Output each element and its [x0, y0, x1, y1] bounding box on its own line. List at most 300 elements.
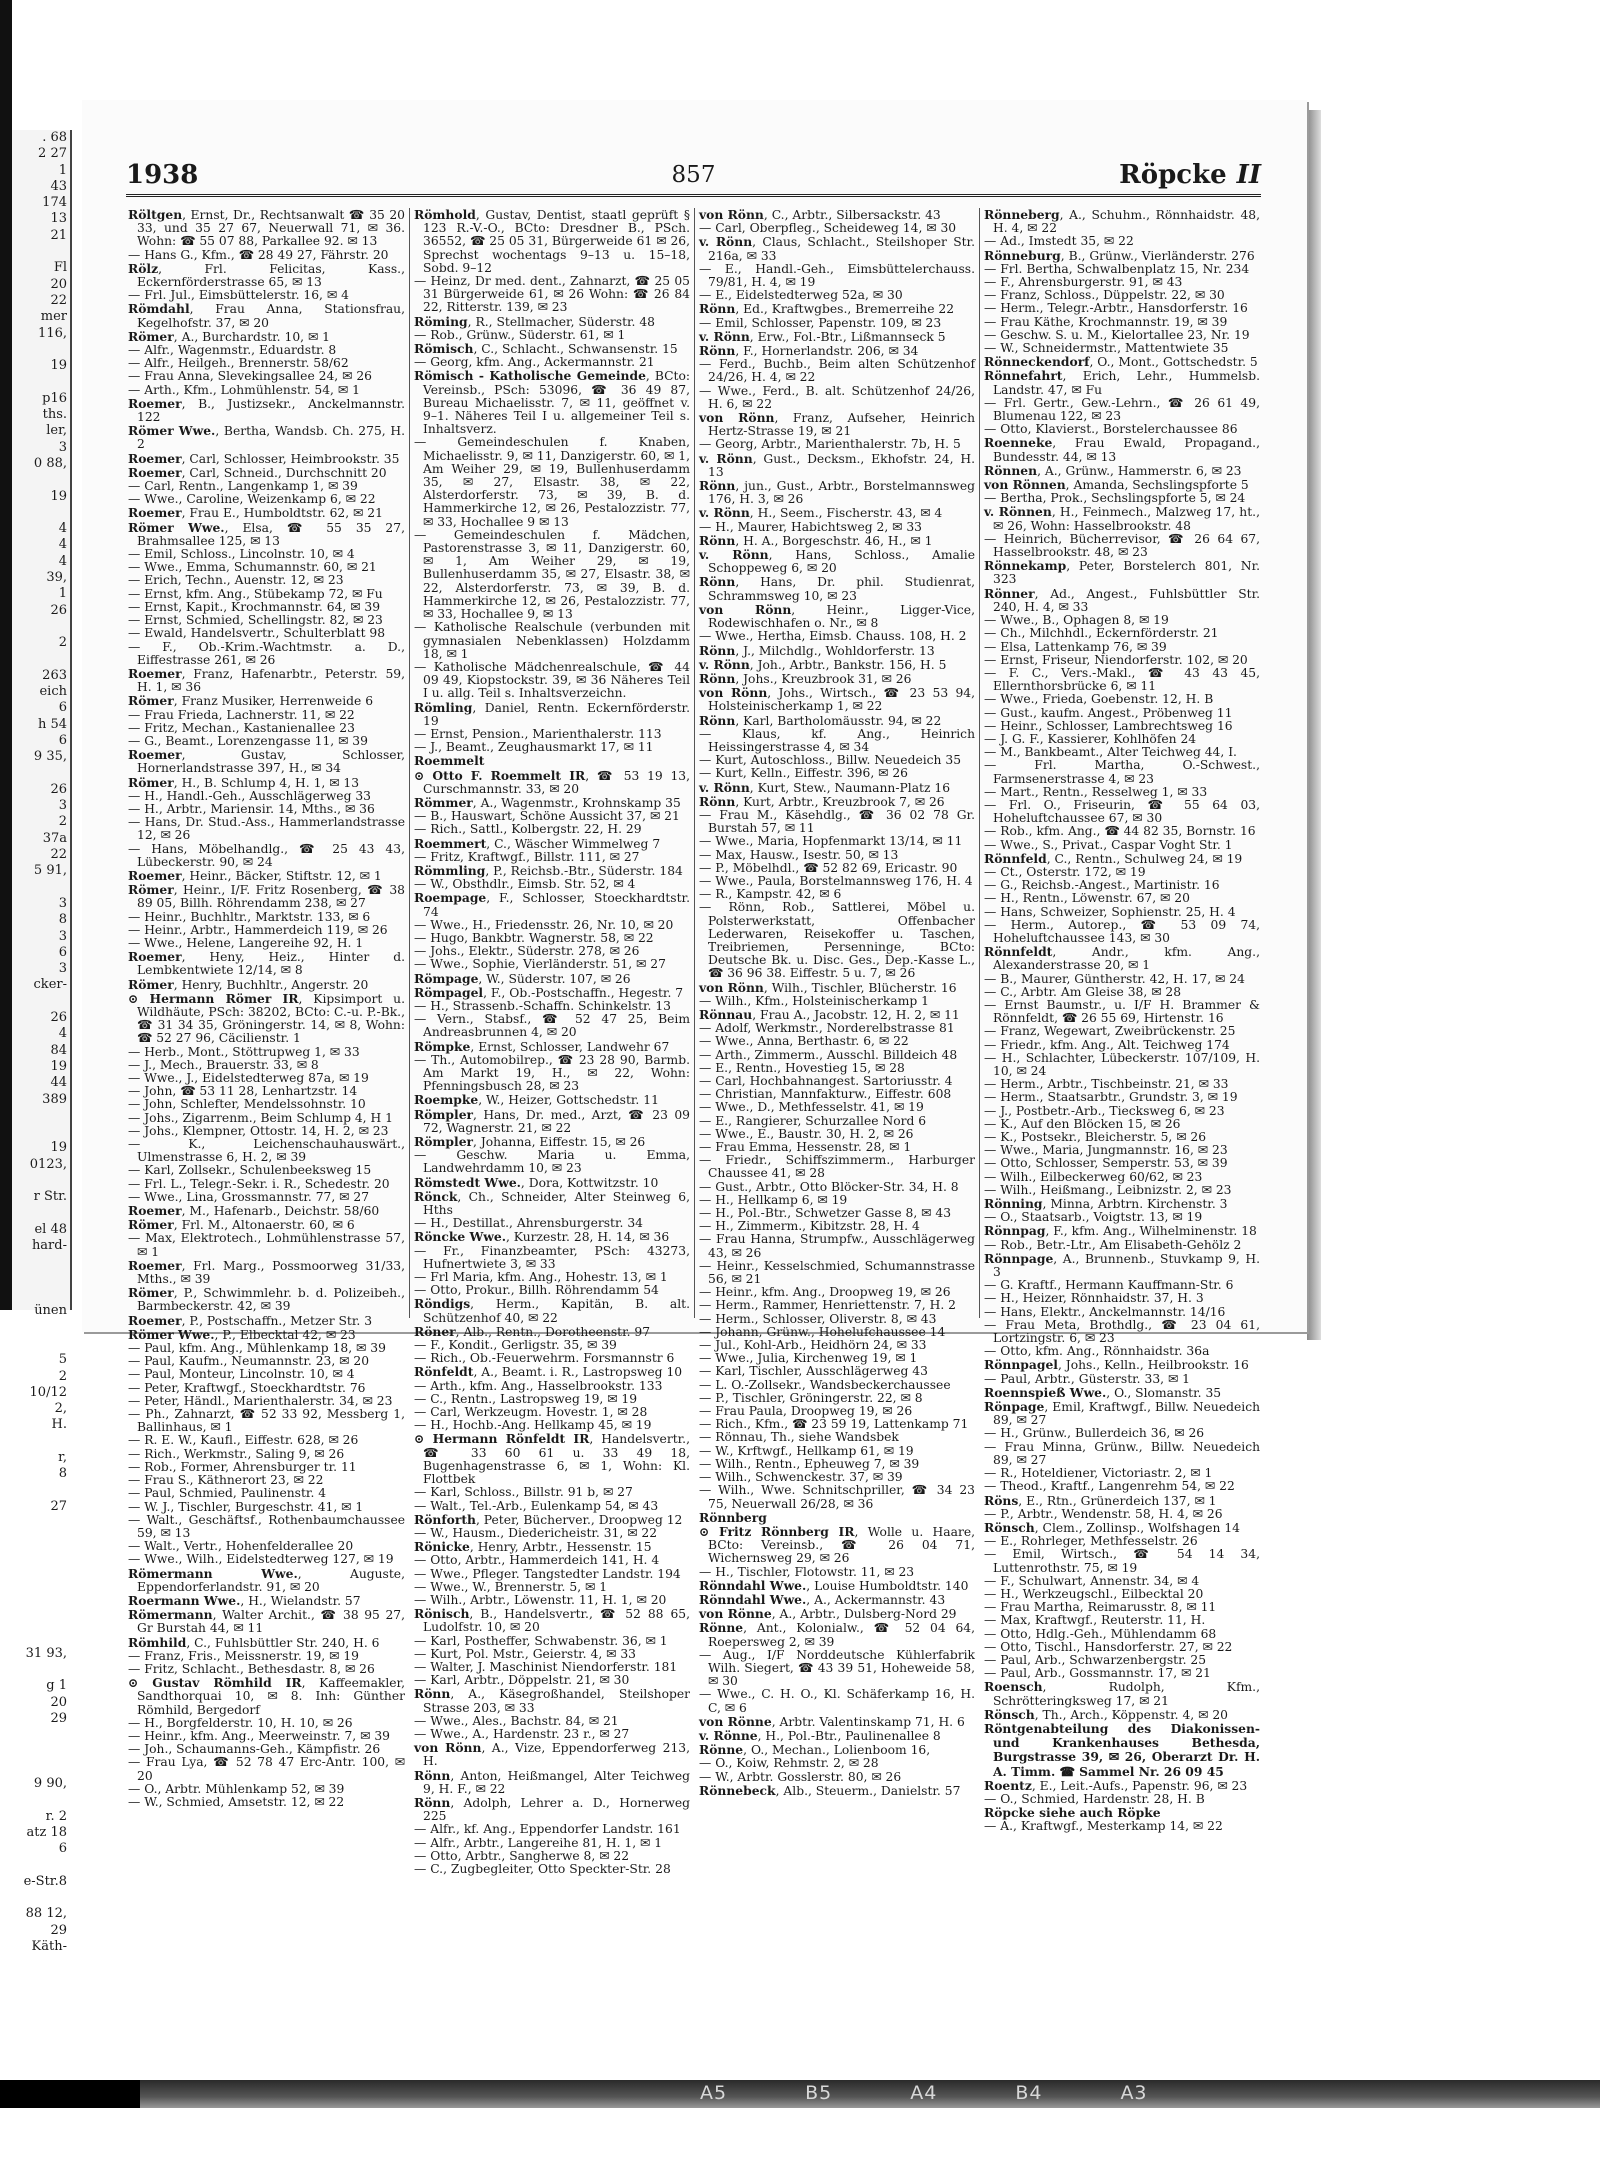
directory-entry: — E., Rangierer, Schurzallee Nord 6: [699, 1113, 927, 1128]
directory-entry: v. Rönnen, H., Feinmech., Malzweg 17, ht., ✉ 26, Wohn: Hasselbrookstr. 48: [984, 504, 1260, 533]
directory-entry: Röns, E., Rtn., Grünerdeich 137, ✉ 1: [984, 1492, 1217, 1508]
directory-entry: Roemer, P., Postschaffn., Metzer Str. 3: [128, 1312, 373, 1328]
directory-page: [82, 100, 1307, 1876]
directory-entry: — Wwe., Maria, Jungmannstr. 16, ✉ 23: [984, 1143, 1228, 1158]
directory-entry: — Wwe., H., Friedensstr. 26, Nr. 10, ✉ 20: [414, 917, 674, 932]
directory-entry: — Heinr., kfm. Ang., Droopweg 19, ✉ 26: [699, 1285, 951, 1300]
directory-entry: — Vern., Stabsf., ☎ 52 47 25, Beim Andreasbrunnen 4, ✉ 20: [414, 1012, 690, 1040]
directory-entry: v. Rönn, Erw., Fol.-Btr., Lißmannseck 5: [699, 328, 946, 344]
directory-entry: Rönn, F., Hornerlandstr. 206, ✉ 34: [699, 343, 919, 359]
previous-page-fragment: 8: [58, 1466, 67, 1482]
directory-entry: von Rönn, Heinr., Ligger-Vice, Rodewischhafen o. Nr., ✉ 8: [699, 601, 975, 631]
directory-entry: — Frau Anna, Slevekingsallee 24, ✉ 26: [128, 369, 372, 384]
previous-page-fragment: r Str.: [33, 1189, 67, 1205]
directory-entry: — Alfr., Arbtr., Langereihe 81, H. 1, ✉ 1: [414, 1835, 663, 1850]
directory-entry: von Rönn, Wilh., Tischler, Blücherstr. 16: [699, 979, 957, 995]
directory-entry: Roennspieß Wwe., O., Slomanstr. 35: [984, 1384, 1222, 1400]
directory-entry: — Ct., Osterstr. 172, ✉ 19: [984, 864, 1146, 879]
previous-page-fragment: 19: [50, 1058, 67, 1074]
directory-entry: — Frau Meta, Brothdlg., ☎ 23 04 61, Lortzingstr. 6, ✉ 23: [984, 1317, 1260, 1346]
directory-entry: — E., Rentn., Hovestieg 15, ✉ 28: [699, 1060, 905, 1075]
directory-entry: — Otto, Tischl., Hansdorferstr. 27, ✉ 22: [984, 1639, 1233, 1654]
directory-entry: — P., Tischler, Gröningerstr. 22, ✉ 8: [699, 1390, 923, 1405]
previous-page-fragment: [12, 1580, 70, 1596]
directory-entry: — Max, Hausw., Isestr. 50, ✉ 13: [699, 847, 899, 862]
directory-entry: Rönnekamp, Peter, Borstelerch 801, Nr. 323: [984, 558, 1260, 587]
directory-entry: — Carl, Hochbahnangest. Sartoriusstr. 4: [699, 1074, 953, 1088]
directory-entry: — Ernst, Friseur, Niendorferstr. 102, ✉ 20: [984, 652, 1248, 667]
directory-entry: — O., Arbtr. Mühlenkamp 52, ✉ 39: [128, 1781, 345, 1796]
directory-entry: Rönnpage, A., Brunnenb., Stuvkamp 9, H. 3: [984, 1250, 1260, 1280]
directory-entry: — Adolf, Werkmstr., Norderelbstrasse 81: [699, 1021, 955, 1036]
directory-entry: — Otto, Arbtr., Hammerdeich 141, H. 4: [414, 1553, 660, 1568]
directory-entry: Römisch, C., Schlacht., Schwansenstr. 15: [414, 341, 678, 357]
directory-entry: — Walt., Geschäftsf., Rothenbaumchaussee 59, ✉ 13: [128, 1512, 405, 1540]
previous-page-fragment: 84: [50, 1042, 67, 1058]
directory-entry: — Wilh., Heißmang., Leibnizstr. 2, ✉ 23: [984, 1182, 1232, 1197]
directory-entry: — Gust., Arbtr., Otto Blöcker-Str. 34, H. 8: [699, 1179, 959, 1194]
directory-entry: — K., Leichenschauhauswärt., Ulmenstrasse 6, H. 2, ✉ 39: [128, 1137, 405, 1165]
directory-entry: Roemer, Carl, Schlosser, Heimbrookstr. 35: [128, 450, 400, 466]
directory-entry: — Hans, Schweizer, Sophienstr. 25, H. 4: [984, 904, 1236, 919]
directory-entry: — F., Schulwart, Annenstr. 34, ✉ 4: [984, 1573, 1200, 1588]
directory-entry: — Arth., Zimmerm., Ausschl. Billdeich 48: [699, 1047, 958, 1062]
directory-entry: Rönn, Ed., Kraftwgbes., Bremerreihe 22: [699, 301, 955, 317]
directory-entry: Rönn, Hans, Dr. phil. Studienrat, Schrammsweg 10, ✉ 23: [699, 574, 975, 603]
directory-entry: Rönforth, Peter, Bücherver., Droopweg 12: [414, 1511, 683, 1527]
directory-entry: — Carl, Oberpfleg., Scheideweg 14, ✉ 30: [699, 221, 957, 236]
directory-entry: Rönneberg, A., Schuhm., Rönnhaidstr. 48, H. 4, ✉ 22: [984, 207, 1260, 236]
directory-entry: — Wwe., Helene, Langereihe 92, H. 1: [128, 935, 364, 950]
directory-entry: Roemer, Heny, Heiz., Hinter d. Lembkentwiete 12/14, ✉ 8: [128, 949, 405, 978]
directory-entry: — Paul, Schmied, Paulinenstr. 4: [128, 1486, 327, 1501]
directory-entry: Rönnefahrt, Erich, Lehr., Hummelsb. Landstr. 47, ✉ Fu: [984, 368, 1260, 397]
previous-page-fragment: 22: [50, 292, 67, 308]
directory-entry: — Rönn, Rob., Sattlerei, Möbel u. Polsterwerkstatt, Offenbacher Lederwaren, Reisekoffer u. Taschen, Treibriemen, Persenninge, BCto: Deutsche Bk. u. Disc. Ges., Dep.-Kasse L., ☎ 36 96 38. Eiffestr. 5 u. 7, ✉ 26: [699, 900, 975, 981]
directory-entry: Rönne, Ant., Kolonialw., ☎ 52 04 64, Roepersweg 2, ✉ 39: [699, 1620, 975, 1649]
directory-entry: — Wwe., Julia, Kirchenweg 19, ✉ 1: [699, 1351, 918, 1366]
directory-entry: — Wwe., Hertha, Eimsb. Chauss. 108, H. 2: [699, 629, 967, 644]
previous-page-fragment: eich: [39, 684, 67, 700]
previous-page-fragment: [12, 1173, 70, 1189]
directory-entry: — E., Rohrleger, Methfesselstr. 26: [984, 1534, 1198, 1549]
directory-entry: — Hans G., Kfm., ☎ 28 49 27, Fährstr. 20: [128, 247, 389, 262]
directory-entry: — Frau Martha, Reimarusstr. 8, ✉ 11: [984, 1600, 1217, 1615]
previous-page-fragment: Käth-: [31, 1938, 67, 1954]
running-head: [126, 158, 1261, 197]
directory-entry: — Johann, Grünw., Hohelufchaussee 14: [699, 1324, 946, 1339]
previous-page-fragment: el 48: [34, 1221, 67, 1237]
directory-entry: — Georg, kfm. Ang., Ackermannstr. 21: [414, 355, 655, 370]
directory-entry: — Paul, Arb., Schwarzenbergstr. 25: [984, 1652, 1207, 1667]
directory-entry: — F., Ob.-Krim.-Wachtmstr. a. D., Eiffestrasse 261, ✉ 26: [128, 639, 405, 667]
directory-entry: — Rich., Werkmstr., Saling 9, ✉ 26: [128, 1446, 345, 1461]
directory-entry: — Katholische Mädchenrealschule, ☎ 44 09 49, Kiopstockstr. 39, ✉ 36 Näheres Teil I u. allg. Teil s. Inhaltsverzeichn.: [414, 659, 690, 701]
directory-entry: Römer Wwe., P., Elbecktal 42, ✉ 23: [128, 1326, 356, 1342]
directory-entry: — Frau M., Käsehdlg., ☎ 36 02 78 Gr. Burstah 57, ✉ 11: [699, 807, 975, 836]
directory-entry: — J., Postbetr.-Arb., Tiecksweg 6, ✉ 23: [984, 1103, 1225, 1118]
directory-entry: — Rich., Kfm., ☎ 23 59 19, Lattenkamp 71: [699, 1417, 969, 1432]
directory-entry: — Fr., Finanzbeamter, PSch: 43273, Hufnertwiete 3, ✉ 33: [414, 1243, 690, 1271]
directory-entry: — Wilh., Kfm., Holsteinischerkamp 1: [699, 993, 929, 1008]
directory-entry: — Wwe., Anna, Berthastr. 6, ✉ 22: [699, 1034, 909, 1049]
previous-page-fragment: 9 90,: [33, 1775, 67, 1791]
directory-entry: — Heinr., Arbtr., Hammerdeich 119, ✉ 26: [128, 922, 388, 937]
directory-entry: v. Rönn, Gust., Decksm., Ekhofstr. 24, H. 13: [699, 450, 975, 479]
directory-entry: — Frau Paula, Droopweg 19, ✉ 26: [699, 1404, 913, 1419]
directory-entry: Röpcke siehe auch Röpke: [984, 1805, 1161, 1821]
directory-entry: — Walt., Tel.-Arb., Eulenkamp 54, ✉ 43: [414, 1498, 659, 1513]
directory-entry: Rönn, Anton, Heißmangel, Alter Teichweg 9, H. F., ✉ 22: [414, 1767, 690, 1796]
directory-entry: — Franz, Schloss., Düppelstr. 22, ✉ 30: [984, 288, 1225, 303]
previous-page-fragment: [12, 1515, 70, 1531]
directory-entry: — F., Kondit., Gerligstr. 35, ✉ 39: [414, 1338, 617, 1353]
directory-columns: [124, 207, 1264, 1876]
directory-entry: Röner, Alb., Rentn., Dorotheenstr. 97: [414, 1323, 651, 1339]
directory-entry: Rönicke, Henry, Arbtr., Hessenstr. 15: [414, 1539, 652, 1555]
previous-page-fragment: 20: [50, 276, 67, 292]
directory-column: [124, 207, 409, 1809]
previous-page-fragment: [12, 1760, 70, 1776]
directory-entry: — Erich, Techn., Auenstr. 12, ✉ 23: [128, 573, 344, 588]
directory-entry: — Rich., Sattl., Kolbergstr. 22, H. 29: [414, 822, 642, 837]
directory-entry: — Hugo, Bankbtr. Wagnerstr. 58, ✉ 22: [414, 930, 654, 945]
directory-entry: Roensch, Rudolph, Kfm., Schrötteringksweg 17, ✉ 21: [984, 1679, 1260, 1708]
directory-entry: — Hans, Elektr., Anckelmannstr. 14/16: [984, 1304, 1226, 1319]
directory-entry: — Hans, Möbelhandlg., ☎ 25 43 43, Lübeckerstr. 90, ✉ 24: [128, 841, 405, 869]
directory-entry: Rönck, Ch., Schneider, Alter Steinweg 6, Hths: [414, 1188, 690, 1218]
directory-entry: — Heinrich, Bücherrevisor, ☎ 26 64 67, Hasselbrookstr. 48, ✉ 23: [984, 531, 1260, 560]
previous-page-fragment: [12, 342, 70, 358]
directory-entry: Römhold, Gustav, Dentist, staatl geprüft § 123 R.-V.-O., BCto: Dresdner B., PSch. 36552, ☎ 25 05 31, Bürgerweide 61 ✉ 26, Sprechst wochentags 9–13 u. 15–18, Sobd. 9–12: [414, 207, 690, 275]
directory-entry: — Ferd., Buchb., Beim alten Schützenhof 24/26, H. 4, ✉ 22: [699, 357, 975, 385]
directory-entry: Römermann Wwe., Auguste, Eppendorferlandstr. 91, ✉ 20: [128, 1565, 405, 1594]
directory-entry: — O., Schmied, Hardenstr. 28, H. B: [984, 1791, 1205, 1806]
previous-page-fragment: [12, 1483, 70, 1499]
directory-entry: Rönsch, Clem., Zollinsp., Wolfshagen 14: [984, 1519, 1240, 1535]
directory-entry: — H., Borgfelderstr. 10, H. 10, ✉ 26: [128, 1715, 353, 1730]
directory-entry: — Wilh., Arbtr., Löwenstr. 11, H. 1, ✉ 20: [414, 1592, 667, 1607]
previous-page-fragment: [12, 619, 70, 635]
directory-entry: — E., Eidelstedterweg 52a, ✉ 30: [699, 288, 903, 303]
directory-entry: Roempage, F., Schlosser, Stoeckhardtstr. 74: [414, 890, 690, 919]
previous-page-fragment: 4: [58, 1026, 67, 1042]
directory-entry: — Rich., Ob.-Feuerwehrm. Forsmannstr 6: [414, 1351, 675, 1366]
paper-size-label: B4: [1015, 2082, 1043, 2104]
previous-page-fragment: e-Str.8: [23, 1873, 67, 1889]
directory-entry: Rönn, H. A., Borgeschstr. 46, H., ✉ 1: [699, 532, 933, 548]
directory-entry: — Wwe., Ferd., B. alt. Schützenhof 24/26, H. 6, ✉ 22: [699, 383, 975, 411]
directory-entry: — B., Maurer, Güntherstr. 42, H. 17, ✉ 24: [984, 971, 1245, 986]
previous-page-fragment: 19: [50, 358, 67, 374]
previous-page-fragment: 10/12: [29, 1384, 67, 1400]
directory-entry: v. Rönn, Joh., Arbtr., Bankstr. 156, H. 5: [699, 656, 947, 672]
directory-entry: Römer, Heinr., I/F. Fritz Rosenberg, ☎ 38 89 05, Billh. Röhrendamm 238, ✉ 27: [128, 882, 405, 911]
directory-entry: — Wilh., Schwenckestr. 37, ✉ 39: [699, 1470, 903, 1485]
directory-entry: — Ernst, Schmied, Schellingstr. 82, ✉ 23: [128, 613, 383, 628]
directory-entry: — Johs., Klempner, Ottostr. 14, H. 2, ✉ 23: [128, 1123, 389, 1138]
directory-entry: — Karl, Postheffer, Schwabenstr. 36, ✉ 1: [414, 1633, 668, 1648]
directory-entry: Römisch - Katholische Gemeinde, BCto: Vereinsb., PSch: 53096, ☎ 36 49 87, Bureau Michaelisstr. 7, ✉ 11, geöffnet v. 9–1. Näheres Teil I u. allgemeiner Teil s. Inhaltsverz.: [414, 368, 691, 437]
directory-entry: — W., Schmied, Amsetstr. 12, ✉ 22: [128, 1794, 345, 1809]
directory-entry: Römpage, W., Süderstr. 107, ✉ 26: [414, 970, 631, 986]
directory-entry: — Georg, Arbtr., Marienthalerstr. 7b, H. 5: [699, 437, 961, 452]
directory-entry: — Otto, Prokur., Billh. Röhrendamm 54: [414, 1283, 659, 1298]
directory-entry: — Franz, Wegewart, Zweibrückenstr. 25: [984, 1024, 1236, 1039]
directory-entry: — H., Hochb.-Ang. Hellkamp 45, ✉ 19: [414, 1418, 652, 1433]
directory-entry: Roentz, E., Leit.-Aufs., Papenstr. 96, ✉ 23: [984, 1777, 1248, 1793]
directory-entry: — W., Hausm., Diedericheistr. 31, ✉ 22: [414, 1525, 658, 1540]
directory-entry: — Wilh., Eilbeckerweg 60/62, ✉ 23: [984, 1169, 1203, 1184]
directory-entry: Römdahl, Frau Anna, Stationsfrau, Kegelhofstr. 37, ✉ 20: [128, 301, 405, 330]
directory-entry: — Frl. O., Friseurin, ☎ 55 64 03, Hoheluftchaussee 67, ✉ 30: [984, 797, 1260, 826]
directory-entry: — Elsa, Lattenkamp 76, ✉ 39: [984, 639, 1167, 654]
previous-page-fragment: 3: [58, 928, 67, 944]
previous-page-fragment: [12, 1434, 70, 1450]
directory-entry: Rönndahl Wwe., A., Ackermannstr. 43: [699, 1591, 946, 1607]
previous-page-fragment: 20: [50, 1694, 67, 1710]
previous-page-fragment: 43: [50, 178, 67, 194]
previous-page-fragment: 26: [50, 602, 67, 618]
previous-page-fragment: 44: [50, 1075, 67, 1091]
previous-page-fragment: [12, 1548, 70, 1564]
directory-entry: Roemmelt: [414, 753, 485, 769]
directory-entry: — H., Heizer, Rönnhaidstr. 37, H. 3: [984, 1291, 1204, 1306]
previous-page-fragment: [12, 1254, 70, 1270]
directory-entry: — Otto, Klavierst., Borstelerchaussee 86: [984, 422, 1238, 437]
paper-size-ruler: [700, 2082, 1380, 2106]
directory-entry: — H., Pol.-Btr., Schwetzer Gasse 8, ✉ 43: [699, 1206, 952, 1221]
directory-entry: — J., Mech., Brauerstr. 33, ✉ 8: [128, 1057, 319, 1072]
directory-entry: — Wwe., D., Methfesselstr. 41, ✉ 19: [699, 1100, 924, 1115]
directory-entry: — Rob., Grünw., Süderstr. 61, ✉ 1: [414, 327, 626, 342]
directory-column: [409, 207, 694, 1876]
directory-entry: Römer, H., B. Schlump 4, H. 1, ✉ 13: [128, 774, 360, 790]
directory-entry: Roemer, Frl. Marg., Possmoorweg 31/33, Mths., ✉ 39: [128, 1257, 405, 1287]
directory-entry: Römer Wwe., Bertha, Wandsb. Ch. 275, H. 2: [128, 423, 405, 452]
previous-page-fragment: r. 2: [45, 1808, 67, 1824]
directory-entry: — Wwe., B., Ophagen 8, ✉ 19: [984, 613, 1169, 628]
directory-entry: — Kurt, Pol. Mstr., Geierstr. 4, ✉ 33: [414, 1646, 636, 1661]
previous-page-fragment: 19: [50, 488, 67, 504]
previous-page-fragment: [12, 1564, 70, 1580]
directory-entry: — B., Hauswart, Schöne Aussicht 37, ✉ 21: [414, 809, 680, 824]
previous-page-fragment: [12, 766, 70, 782]
previous-page-fragment: Fl: [53, 260, 67, 276]
directory-entry: — E., Handl.-Geh., Eimsbüttelerchauss. 79/81, H. 4, ✉ 19: [699, 261, 975, 290]
directory-entry: Rönn, A., Käsegroßhandel, Steilshoper Strasse 203, ✉ 33: [414, 1686, 690, 1715]
previous-page-fragment: 263: [42, 667, 67, 683]
directory-entry: Römmer, A., Wagenmstr., Krohnskamp 35: [414, 794, 681, 810]
directory-entry: — Hans, Dr. Stud.-Ass., Hammerlandstrasse 12, ✉ 26: [128, 815, 405, 843]
directory-entry: Röming, R., Stellmacher, Süderstr. 48: [414, 313, 656, 329]
directory-entry: Rönn, Karl, Bartholomäusstr. 94, ✉ 22: [699, 712, 942, 728]
directory-entry: — Gemeindeschulen f. Mädchen, Pastorenstrasse 3, ✉ 11, Danzigerstr. 60, ✉ 1, Am Weiher 29, ✉ 19, Bullenhuserdamm 35, ✉ 27, Elsastr. 38, ✉ 22, Alsterdorferstr. 73, ✉ 39, B. d. Hammerkirche 12, ✉ 26, Pestalozzistr. 77, ✉ 33, Hochallee 9, ✉ 13: [414, 527, 690, 622]
previous-page-fragment: 0123,: [29, 1156, 67, 1172]
directory-entry: — Walt., Vertr., Hohenfelderallee 20: [128, 1539, 354, 1554]
directory-entry: Römer, A., Burchardstr. 10, ✉ 1: [128, 328, 330, 344]
directory-entry: von Rönne, Arbtr. Valentinskamp 71, H. 6: [699, 1713, 965, 1729]
directory-entry: — Peter, Kraftwgf., Stoeckhardtstr. 76: [128, 1380, 366, 1395]
directory-entry: Römpke, Ernst, Schlosser, Landwehr 67: [414, 1038, 670, 1054]
directory-entry: von Rönn, C., Arbtr., Silbersackstr. 43: [699, 207, 941, 222]
previous-page-fragment: 26: [50, 781, 67, 797]
directory-entry: Römer, P., Schwimmlehr. b. d. Polizeibeh., Barmbeckerstr. 42, ✉ 39: [128, 1285, 405, 1314]
directory-entry: — Wwe., Emma, Schumannstr. 60, ✉ 21: [128, 560, 377, 575]
directory-entry: — A., Kraftwgf., Mesterkamp 14, ✉ 22: [984, 1819, 1223, 1834]
directory-entry: — Heinz, Dr med. dent., Zahnarzt, ☎ 25 05 31 Bürgerweide 61, ✉ 26 Wohn: ☎ 26 84 22, Ritterstr. 139, ✉ 23: [414, 274, 690, 315]
previous-page-fragment: [12, 1271, 70, 1287]
directory-entry: — Frl. Martha, O.-Schwest., Farmsenerstrasse 4, ✉ 23: [984, 758, 1260, 786]
previous-page-fragment: [12, 1629, 70, 1645]
directory-entry: Rönn, Johs., Kreuzbrook 31, ✉ 26: [699, 670, 912, 686]
directory-entry: — H., Maurer, Habichtsweg 2, ✉ 33: [699, 519, 923, 534]
directory-entry: — Wwe., Ales., Bachstr. 84, ✉ 21: [414, 1713, 619, 1728]
directory-entry: Rönn, J., Milchdlg., Wohldorferstr. 13: [699, 642, 935, 658]
directory-entry: — Ernst, Kapit., Krochmannstr. 64, ✉ 39: [128, 599, 381, 614]
directory-entry: — H., Strassenb.-Schaffn. Schinkelstr. 13: [414, 998, 672, 1013]
previous-page-fragment: 3: [58, 798, 67, 814]
directory-entry: — H., Tischler, Flotowstr. 11, ✉ 23: [699, 1564, 915, 1579]
previous-page-fragment: [12, 652, 70, 668]
directory-entry: — R., Hoteldiener, Victoriastr. 2, ✉ 1: [984, 1466, 1213, 1481]
directory-entry: Rönnau, Frau A., Jacobstr. 12, H. 2, ✉ 11: [699, 1006, 960, 1022]
directory-entry: — W., Obsthdlr., Eimsb. Str. 52, ✉ 4: [414, 877, 636, 892]
scanner-left-edge: [0, 0, 12, 1310]
previous-page-fragment: 1: [58, 162, 67, 178]
directory-entry: — Karl, Zollsekr., Schulenbeeksweg 15: [128, 1163, 372, 1178]
previous-page-fragment: [12, 1532, 70, 1548]
previous-page-fragment: 6: [58, 1841, 67, 1857]
previous-page-fragment: [12, 1336, 70, 1352]
directory-entry: — Johs., Elektr., Süderstr. 278, ✉ 26: [414, 944, 640, 959]
directory-entry: — H., Schlachter, Lübeckerstr. 107/109, H. 10, ✉ 24: [984, 1050, 1260, 1078]
directory-entry: — Wilh., Rentn., Epheuweg 7, ✉ 39: [699, 1456, 920, 1471]
directory-entry: Roenneke, Frau Ewald, Propagand., Bundesstr. 44, ✉ 13: [984, 435, 1260, 464]
previous-page-fragment: r,: [58, 1450, 67, 1466]
directory-entry: — Herb., Mont., Stöttrupweg 1, ✉ 33: [128, 1044, 360, 1059]
directory-entry: — Max, Elektrotech., Lohmühlenstrasse 57, ✉ 1: [128, 1231, 405, 1259]
directory-entry: — Rob., kfm. Ang., ☎ 44 82 35, Bornstr. 16: [984, 824, 1256, 839]
directory-entry: Rönnpagel, Johs., Kelln., Heilbrookstr. 16: [984, 1357, 1249, 1373]
directory-entry: — Paul, Monteur, Lincolnstr. 10, ✉ 4: [128, 1367, 355, 1382]
catchword-name: Röpcke: [1119, 160, 1227, 190]
directory-entry: Römer, Franz Musiker, Herrenweide 6: [128, 693, 374, 709]
directory-entry: Röndigs, Herm., Kapitän, B. alt. Schützenhof 40, ✉ 22: [414, 1296, 690, 1325]
directory-entry: — Paul, Kaufm., Neumannstr. 23, ✉ 20: [128, 1354, 370, 1369]
directory-entry: — Wwe., Frieda, Goebenstr. 12, H. B: [984, 692, 1214, 707]
directory-entry: — Wwe., J., Eidelstedterweg 87a, ✉ 19: [128, 1071, 369, 1085]
previous-page-fragment: [12, 1890, 70, 1906]
directory-entry: — Herm., Rammer, Henriettenstr. 7, H. 2: [699, 1298, 956, 1313]
previous-page-fragment: cker-: [33, 977, 67, 993]
directory-entry: — Ernst, Pension., Marienthalerstr. 113: [414, 726, 662, 741]
directory-entry: — Wwe., Lina, Grossmannstr. 77, ✉ 27: [128, 1189, 370, 1204]
previous-page-sliver: [12, 130, 72, 1954]
directory-entry: — Otto, Arbtr., Sangherwe 8, ✉ 22: [414, 1848, 630, 1863]
directory-entry: Römpler, Johanna, Eiffestr. 15, ✉ 26: [414, 1134, 646, 1150]
previous-page-fragment: [12, 1597, 70, 1613]
previous-page-fragment: g 1: [46, 1678, 67, 1694]
directory-entry: — Alfr., Wagenmstr., Eduardstr. 8: [128, 343, 337, 358]
directory-entry: — Johs., Zigarrenm., Beim Schlump 4, H 1: [128, 1110, 393, 1125]
previous-page-fragment: 9 35,: [33, 749, 67, 765]
previous-page-fragment: 6: [58, 732, 67, 748]
directory-entry: — H., Arbtr., Mariensir. 14, Mths., ✉ 36: [128, 801, 375, 816]
previous-page-fragment: h 54: [37, 716, 67, 732]
directory-entry: — Ernst Baumstr., u. I/F H. Brammer & Rönnfeldt, ☎ 26 55 69, Hirtenstr. 16: [984, 997, 1260, 1026]
directory-entry: — Wilh., Wwe. Schnitschpriller, ☎ 34 23 75, Neuerwall 26/28, ✉ 36: [699, 1483, 975, 1511]
directory-entry: Rönfeldt, A., Beamt. i. R., Lastropsweg 10: [414, 1364, 683, 1380]
directory-entry: — Paul, Arb., Gossmannstr. 17, ✉ 21: [984, 1666, 1211, 1681]
previous-page-fragment: p16: [42, 390, 67, 406]
directory-entry: — Fritz, Mechan., Kastanienallee 23: [128, 720, 355, 735]
directory-entry: Rönnfeldt, Andr., kfm. Ang., Alexanderstrasse 20, ✉ 1: [984, 944, 1260, 973]
directory-entry: — Heinr., Schlosser, Lambrechtsweg 16: [984, 718, 1233, 733]
directory-entry: Roemer, M., Hafenarb., Deichstr. 58/60: [128, 1203, 380, 1219]
directory-entry: Römer Wwe., Elsa, ☎ 55 35 27, Brahmsallee 125, ✉ 13: [128, 519, 405, 548]
scan-top-margin: [0, 0, 1600, 50]
directory-entry: — Heinr., Buchhltr., Marktstr. 133, ✉ 6: [128, 909, 371, 924]
directory-entry: von Rönn, A., Vize, Eppendorferweg 213, H.: [414, 1740, 690, 1769]
directory-entry: — Mart., Rentn., Resselweg 1, ✉ 33: [984, 784, 1208, 799]
previous-page-fragment: 2,: [54, 1401, 67, 1417]
directory-entry: — W. J., Tischler, Burgeschstr. 41, ✉ 1: [128, 1499, 364, 1514]
directory-entry: — Herm., Arbtr., Tischbeinstr. 21, ✉ 33: [984, 1077, 1229, 1092]
directory-entry: — C., Zugbegleiter, Otto Speckter-Str. 28: [414, 1861, 671, 1876]
directory-entry: — Karl, Tischler, Ausschlägerweg 43: [699, 1364, 928, 1379]
directory-entry: — Joh., Schaumanns-Geh., Kämpfistr. 26: [128, 1742, 381, 1757]
directory-entry: — Wwe., Caroline, Weizenkamp 6, ✉ 22: [128, 492, 376, 507]
directory-entry: — Wwe., E., Baustr. 30, H. 2, ✉ 26: [699, 1126, 914, 1141]
directory-entry: Rönning, Minna, Arbtrn. Kirchenstr. 3: [984, 1196, 1228, 1212]
directory-entry: — C., Rentn., Lastropsweg 19, ✉ 19: [414, 1391, 638, 1406]
directory-entry: — Friedr., Schiffszimmerm., Harburger Chaussee 41, ✉ 28: [699, 1153, 975, 1181]
directory-entry: — Jul., Kohl-Arb., Heidhörn 24, ✉ 33: [699, 1338, 927, 1353]
directory-entry: Roemmert, C., Wäscher Wimmelweg 7: [414, 835, 661, 851]
previous-page-fragment: . 68: [42, 130, 67, 145]
directory-entry: Rönnberg: [699, 1509, 767, 1525]
directory-entry: — Ch., Milchhdl., Eckernförderstr. 21: [984, 626, 1219, 641]
previous-page-fragment: 4: [58, 521, 67, 537]
previous-page-fragment: 4: [58, 537, 67, 553]
directory-entry: — K., Postsekr., Bleicherstr. 5, ✉ 26: [984, 1130, 1207, 1145]
directory-entry: Rönnebeck, Alb., Steuerm., Danielstr. 57: [699, 1782, 961, 1798]
directory-entry: — F. C., Vers.-Makl., ☎ 43 43 45, Ellernthorsbrücke 6, ✉ 11: [984, 665, 1260, 694]
previous-page-fragment: 8: [58, 912, 67, 928]
directory-entry: Röncke Wwe., Kurzestr. 28, H. 14, ✉ 36: [414, 1229, 670, 1245]
previous-page-fragment: 37a: [42, 830, 67, 846]
directory-entry: Rönnfeld, C., Rentn., Schulweg 24, ✉ 19: [984, 850, 1243, 866]
directory-entry: — F., Ahrensburgerstr. 91, ✉ 43: [984, 275, 1183, 290]
previous-page-fragment: [12, 505, 70, 521]
previous-page-fragment: [12, 1857, 70, 1873]
directory-entry: — Gemeindeschulen f. Knaben, Michaelisstr. 9, ✉ 11, Danzigerstr. 60, ✉ 1, Am Weiher 29, ✉ 19, Bullenhuserdamm 35, ✉ 27, Elsastr. 38, ✉ 22, Alsterdorferstr. 73, ✉ 39, B. d. Hammerkirche 12, ✉ 26, Pestalozzistr. 77, ✉ 33, Hochallee 9 ✉ 13: [414, 435, 690, 529]
directory-entry: Roemer, Heinr., Bäcker, Stiftstr. 12, ✉ 1: [128, 867, 382, 883]
directory-entry: Römpler, Hans, Dr. med., Arzt, ☎ 23 09 72, Wagnerstr. 21, ✉ 22: [414, 1106, 690, 1135]
directory-entry: — Emil, Schloss., Lincolnstr. 10, ✉ 4: [128, 547, 355, 562]
directory-entry: — Frau Emma, Hessenstr. 28, ✉ 1: [699, 1140, 912, 1155]
previous-page-fragment: [12, 1320, 70, 1336]
directory-entry: v. Rönn, Kurt, Stew., Naumann-Platz 16: [699, 779, 951, 795]
previous-page-fragment: 4: [58, 553, 67, 569]
previous-page-fragment: 6: [58, 700, 67, 716]
directory-entry: — Alfr., kf. Ang., Eppendorfer Landstr. 161: [414, 1822, 681, 1837]
previous-page-fragment: [12, 1662, 70, 1678]
directory-entry: ⊙ Hermann Römer IR, Kipsimport u. Wildhäute, PSch: 38202, BCto: C.-u. P.-Bk., ☎ 31 34 35, Gröningerstr. 14, ✉ 8, Wohn: ☎ 52 27 96, Cäcilienstr. 1: [128, 990, 406, 1046]
paper-size-label: A5: [700, 2082, 728, 2104]
paper-size-label: A4: [910, 2082, 938, 2104]
